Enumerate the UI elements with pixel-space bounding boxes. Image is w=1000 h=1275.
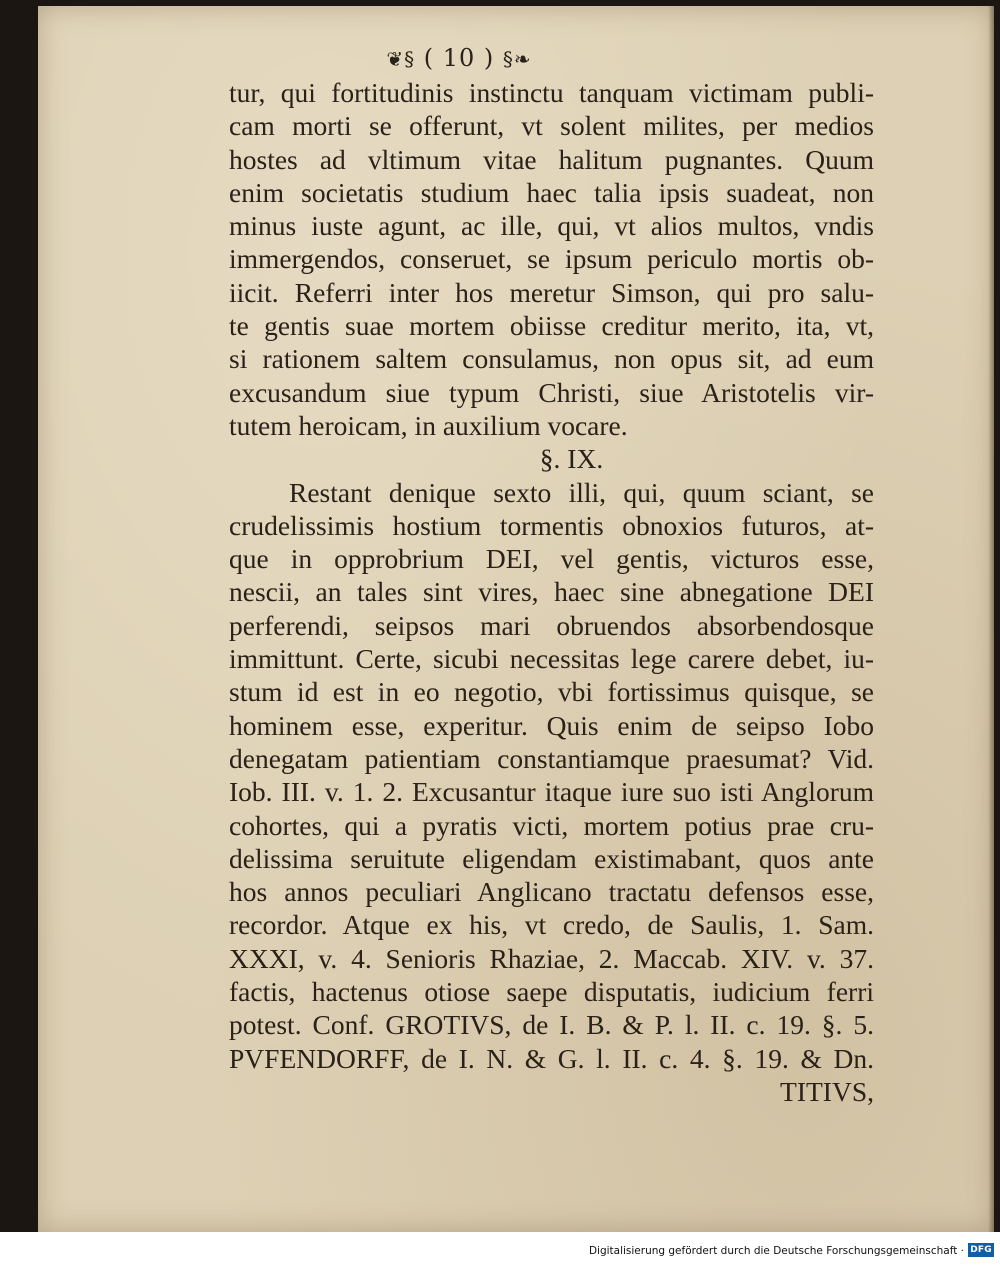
text-line: enim societatis studium haec talia ipsis suadeat, non bbox=[229, 176, 874, 208]
dfg-logo-icon: DFG bbox=[968, 1243, 994, 1257]
text-line: minus iuste agunt, ac ille, qui, vt alios multos, vndis bbox=[229, 210, 874, 242]
text-line: te gentis suae mortem obiisse creditur merito, ita, vt, bbox=[229, 310, 874, 342]
text-line: hos annos peculiari Anglicano tractatu defensos esse, bbox=[229, 876, 874, 908]
text-line: delissima seruitute eligendam existimabant, quos ante bbox=[229, 842, 874, 874]
page-header bbox=[38, 44, 880, 72]
text-line: potest. Conf. GROTIVS, de I. B. & P. l. II. c. 19. §. 5. bbox=[229, 1009, 874, 1041]
text-line: tur, qui fortitudinis instinctu tanquam victimam publi- bbox=[229, 77, 874, 108]
text-line: stum id est in eo negotio, vbi fortissimus quisque, se bbox=[229, 676, 874, 708]
funding-credit: Digitalisierung gefördert durch die Deutsche Forschungsgemeinschaft · bbox=[588, 1245, 964, 1257]
text-line: PVFENDORFF, de I. N. & G. l. II. c. 4. §. 19. & Dn. bbox=[229, 1042, 874, 1074]
text-line: nescii, an tales sint vires, haec sine abnegatione DEI bbox=[229, 576, 874, 608]
text-line: tutem heroicam, in auxilium vocare. bbox=[229, 409, 628, 441]
text-line: si rationem saltem consulamus, non opus sit, ad eum bbox=[229, 343, 874, 375]
right-ornament-icon: §❧ bbox=[502, 47, 532, 71]
text-line: recordor. Atque ex his, vt credo, de Saulis, 1. Sam. bbox=[229, 909, 874, 941]
text-line: immittunt. Certe, sicubi necessitas lege carere debet, iu- bbox=[229, 643, 874, 675]
text-line: factis, hactenus otiose saepe disputatis, iudicium ferri bbox=[229, 976, 874, 1008]
text-line: Iob. III. v. 1. 2. Excusantur itaque iure suo isti Anglorum bbox=[229, 776, 874, 808]
catchword: TITIVS, bbox=[780, 1075, 874, 1107]
text-line: cohortes, qui a pyratis victi, mortem potius prae cru- bbox=[229, 809, 874, 841]
text-line: hominem esse, experitur. Quis enim de seipso Iobo bbox=[229, 709, 874, 741]
body-text bbox=[229, 76, 874, 1108]
text-line: iicit. Referri inter hos meretur Simson, qui pro salu- bbox=[229, 276, 874, 308]
text-line: hostes ad vltimum vitae halitum pugnantes. Quum bbox=[229, 143, 874, 175]
text-line: que in opprobrium DEI, vel gentis, victuros esse, bbox=[229, 543, 874, 575]
text-line: immergendos, conseruet, se ipsum periculo mortis ob- bbox=[229, 243, 874, 275]
footer-bar bbox=[0, 1232, 1000, 1275]
text-line: Restant denique sexto illi, qui, quum sciant, se bbox=[289, 476, 874, 508]
text-line: XXXI, v. 4. Senioris Rhaziae, 2. Maccab. XIV. v. 37. bbox=[229, 942, 874, 974]
section-heading: §. IX. bbox=[539, 443, 604, 475]
book-page bbox=[38, 6, 994, 1232]
page-number: ( 10 ) bbox=[423, 44, 495, 72]
page-edge-shadow bbox=[988, 6, 994, 1232]
text-line: cam morti se offerunt, vt solent milites, per medios bbox=[229, 110, 874, 142]
text-line: denegatam patientiam constantiamque praesumat? Vid. bbox=[229, 742, 874, 774]
text-line: excusandum siue typum Christi, siue Aristotelis vir- bbox=[229, 376, 874, 408]
text-line: perferendi, seipsos mari obruendos absorbendosque bbox=[229, 609, 874, 641]
text-line: crudelissimis hostium tormentis obnoxios futuros, at- bbox=[229, 509, 874, 541]
left-ornament-icon: ❦§ bbox=[386, 47, 416, 71]
